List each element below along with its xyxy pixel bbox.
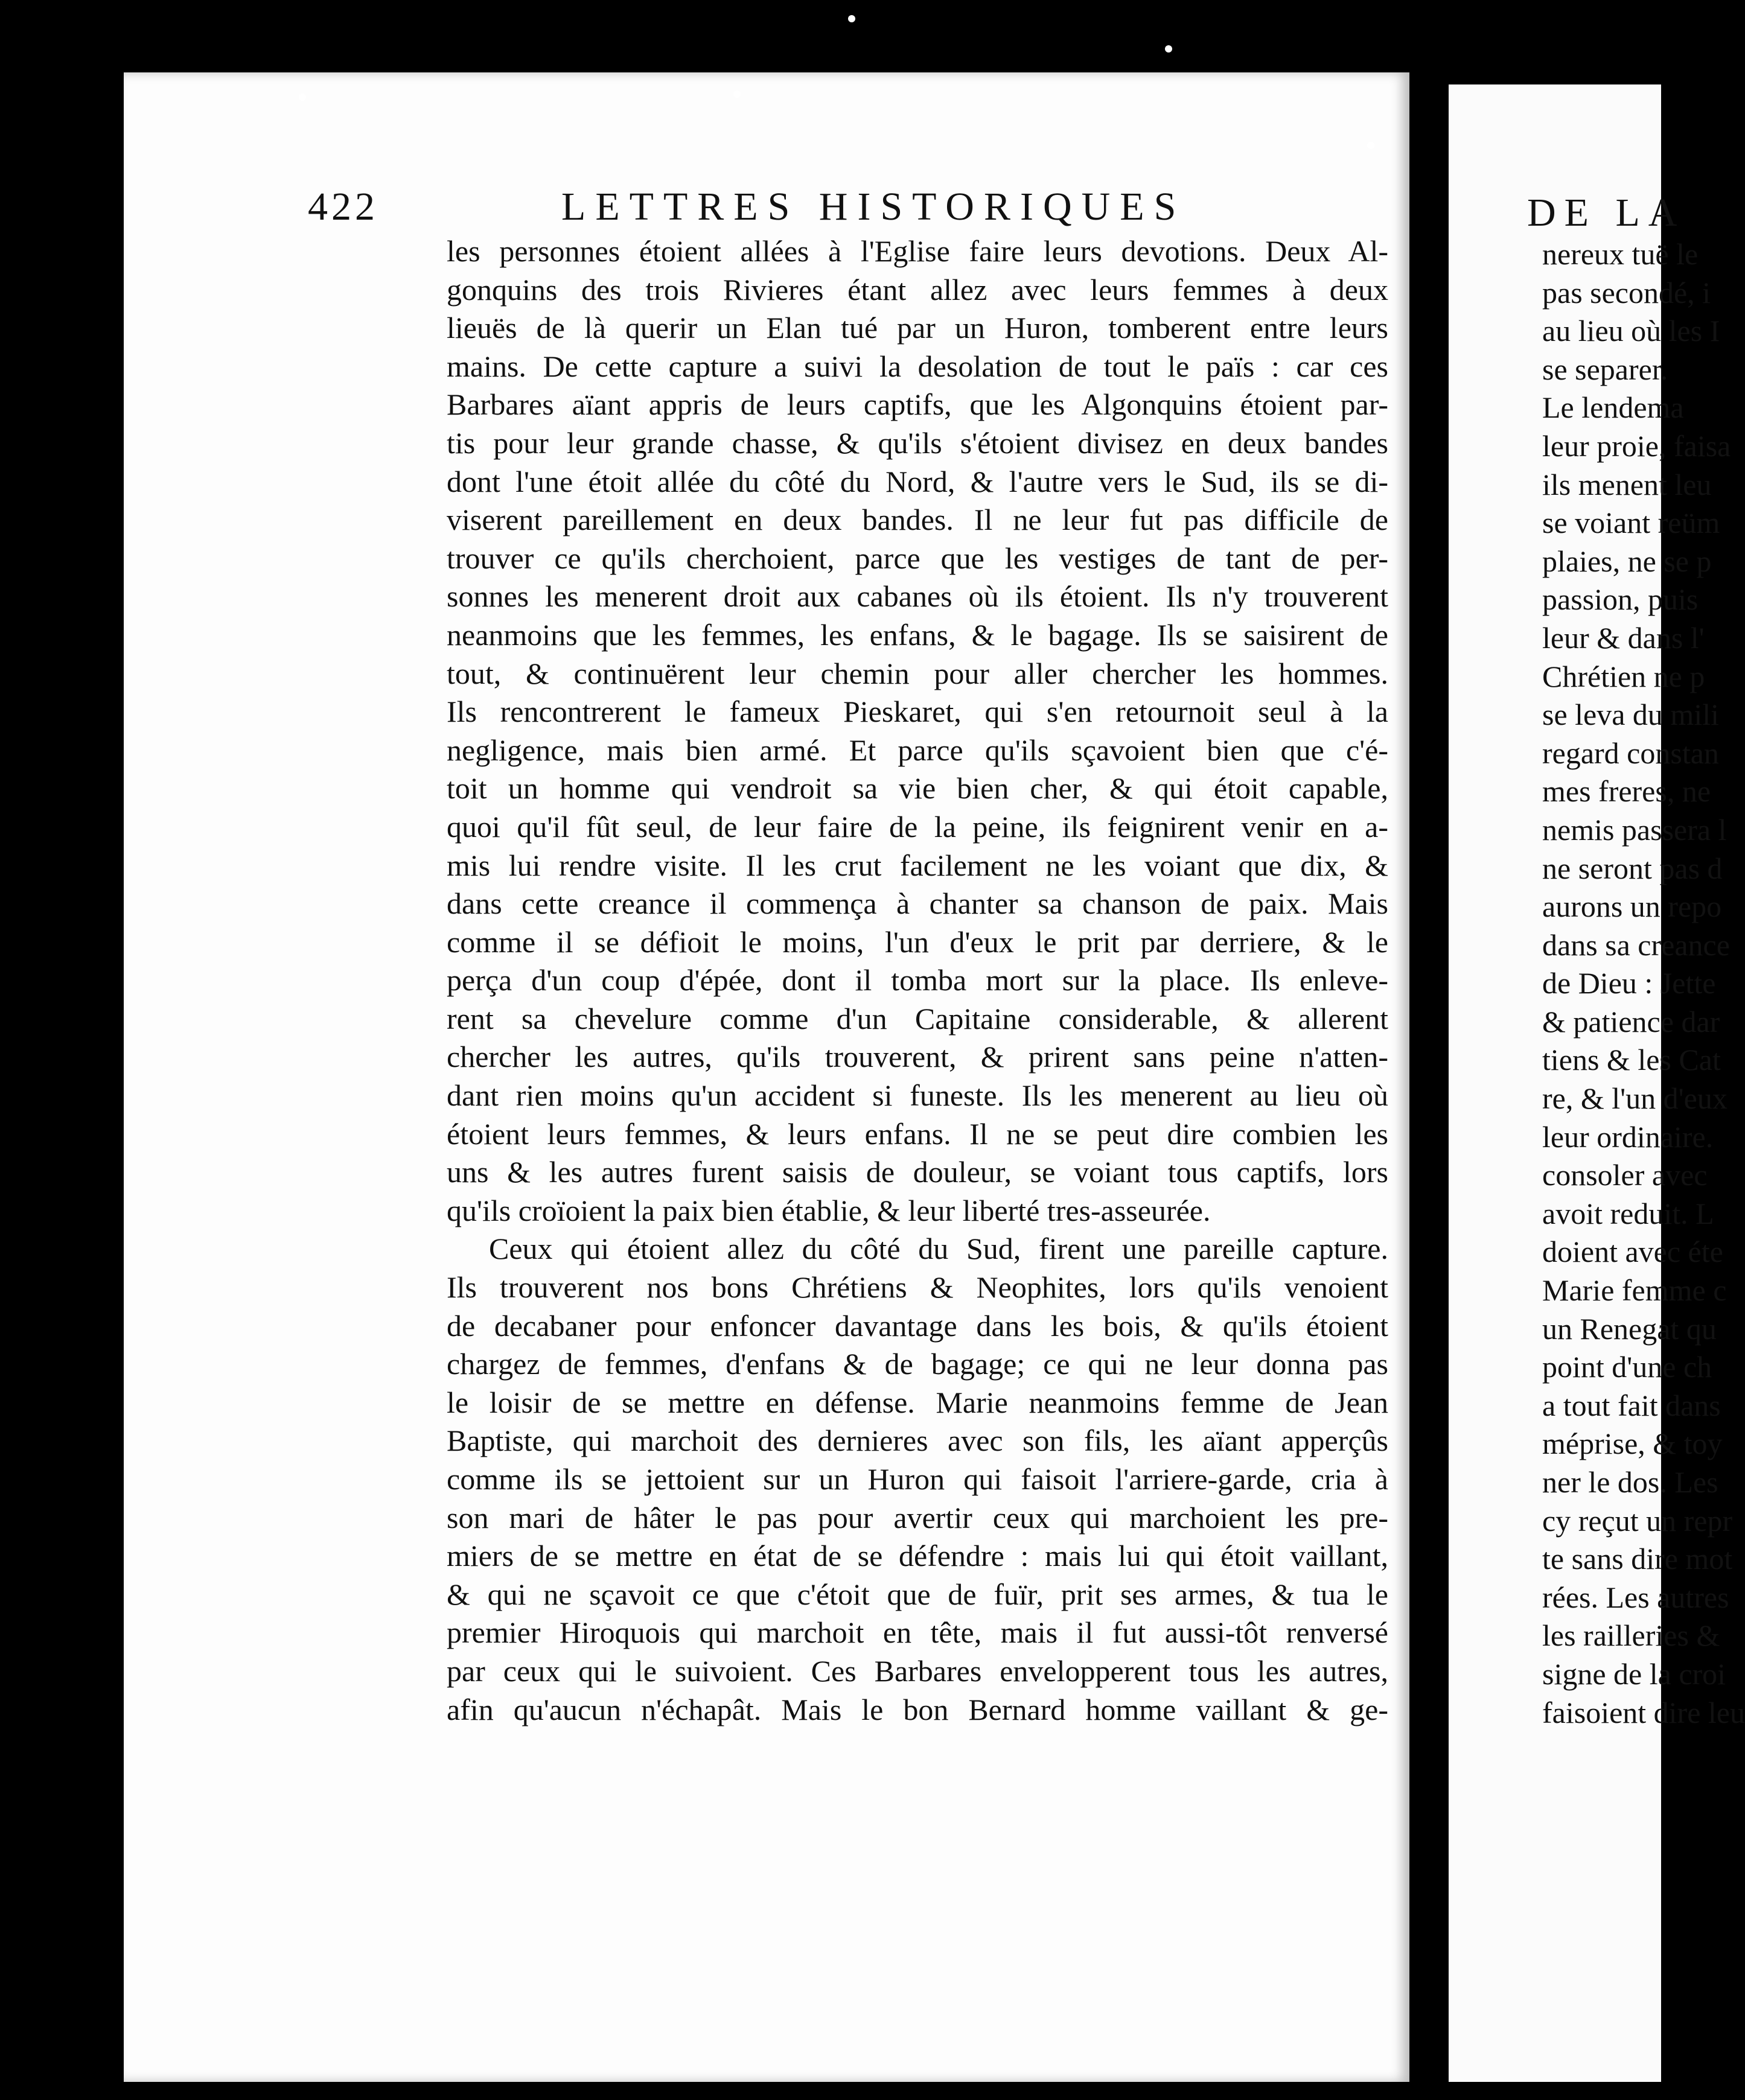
- text-line: Baptiste, qui marchoit des dernieres avec son fils, les aïant apperçûs: [447, 1424, 1388, 1458]
- text-line: Ceux qui étoient allez du côté du Sud, firent une pareille capture.: [489, 1232, 1388, 1266]
- text-line: & patience dar: [1542, 1004, 1720, 1039]
- scan-speck: [1165, 45, 1172, 52]
- text-line: comme il se défioit le moins, l'un d'eux le prit par derriere, & le: [447, 924, 1388, 959]
- text-line: ne seront pas d: [1542, 851, 1723, 885]
- text-line: un Renegat qu: [1542, 1311, 1717, 1346]
- text-line: rées. Les autres: [1542, 1580, 1729, 1614]
- text-line: neanmoins que les femmes, les enfans, & le bagage. Ils se saisirent de: [447, 617, 1388, 652]
- text-line: au lieu où les I: [1542, 314, 1720, 348]
- text-line: tiens & les Cat: [1542, 1043, 1721, 1077]
- text-line: avoit reduit. L: [1542, 1196, 1714, 1230]
- scan-speck: [1367, 142, 1374, 149]
- text-line: trouver ce qu'ils cherchoient, parce que les vestiges de tant de per-: [447, 541, 1388, 575]
- text-line: leur & dans l': [1542, 620, 1705, 655]
- text-line: & qui ne sçavoit ce que c'étoit que de fuïr, prit ses armes, & tua le: [447, 1577, 1388, 1611]
- text-line: cy reçut un repr: [1542, 1503, 1733, 1538]
- text-line: te sans dire mot: [1542, 1542, 1733, 1576]
- text-line: consoler avec: [1542, 1158, 1708, 1192]
- text-line: Marie femme c: [1542, 1273, 1727, 1308]
- text-line: se voiant reüm: [1542, 506, 1720, 540]
- text-line: pas secondé, i: [1542, 275, 1711, 310]
- text-line: les personnes étoient allées à l'Eglise faire leurs devotions. Deux Al-: [447, 234, 1388, 268]
- text-line: doient avec éte: [1542, 1235, 1723, 1269]
- text-line: comme ils se jettoient sur un Huron qui faisoit l'arriere-garde, cria à: [447, 1462, 1388, 1496]
- scan-speck: [733, 91, 741, 98]
- text-line: tis pour leur grande chasse, & qu'ils s'étoient divisez en deux bandes: [447, 425, 1388, 460]
- text-line: qu'ils croïoient la paix bien établie, & leur liberté tres-asseurée.: [447, 1193, 1211, 1227]
- text-line: Ils rencontrerent le fameux Pieskaret, qui s'en retournoit seul à la: [447, 695, 1388, 729]
- text-line: viserent pareillement en deux bandes. Il ne leur fut pas difficile de: [447, 503, 1388, 537]
- text-line: re, & l'un d'eux: [1542, 1081, 1727, 1116]
- text-line: passion, puis: [1542, 582, 1699, 617]
- left-body-text: [447, 232, 1388, 1729]
- text-line: se leva du mili: [1542, 698, 1719, 732]
- text-line: sonnes les menerent droit aux cabanes où ils étoient. Ils n'y trouverent: [447, 579, 1388, 614]
- text-line: Chrétien ne p: [1542, 659, 1705, 693]
- text-line: étoient leurs femmes, & leurs enfans. Il ne se peut dire combien les: [447, 1116, 1388, 1151]
- text-line: quoi qu'il fût seul, de leur faire de la peine, ils feignirent venir en a-: [447, 809, 1388, 844]
- text-line: perça d'un coup d'épée, dont il tomba mort sur la place. Ils enleve-: [447, 963, 1388, 998]
- text-line: regard constan: [1542, 736, 1719, 770]
- text-line: se separer.: [1542, 352, 1668, 386]
- running-head-title: LETTRES HISTORIQUES: [561, 185, 1186, 229]
- text-line: leur proie, faisa: [1542, 428, 1731, 463]
- text-line: chercher les autres, qu'ils trouverent, & prirent sans peine n'atten-: [447, 1040, 1388, 1074]
- text-line: gonquins des trois Rivieres étant allez avec leurs femmes à deux: [447, 272, 1388, 307]
- text-line: point d'une ch: [1542, 1350, 1712, 1384]
- text-line: leur ordinaire.: [1542, 1119, 1714, 1154]
- text-line: dans cette creance il commença à chanter sa chanson de paix. Mais: [447, 886, 1388, 921]
- text-line: Ils trouverent nos bons Chrétiens & Neophites, lors qu'ils venoient: [447, 1270, 1388, 1305]
- text-line: chargez de femmes, d'enfans & de bagage; ce qui ne leur donna pas: [447, 1347, 1388, 1381]
- text-line: toit un homme qui vendroit sa vie bien cher, & qui étoit capable,: [447, 771, 1388, 806]
- text-line: nereux tuë le: [1542, 237, 1699, 271]
- text-line: negligence, mais bien armé. Et parce qu'ils sçavoient bien que c'é-: [447, 733, 1388, 767]
- text-line: ils menent leu: [1542, 467, 1712, 501]
- text-line: le loisir de se mettre en défense. Marie neanmoins femme de Jean: [447, 1385, 1388, 1419]
- text-line: méprise, & toy: [1542, 1427, 1723, 1461]
- text-line: afin qu'aucun n'échapât. Mais le bon Bernard homme vaillant & ge-: [447, 1692, 1388, 1726]
- text-line: plaies, ne se p: [1542, 544, 1712, 578]
- text-line: signe de la croi: [1542, 1656, 1726, 1691]
- text-line: mes freres, ne: [1542, 774, 1711, 809]
- right-body-text: [1542, 235, 1745, 1732]
- text-line: faisoient dire leu: [1542, 1695, 1745, 1729]
- text-line: mis lui rendre visite. Il les crut facilement ne les voiant que dix, &: [447, 848, 1388, 882]
- text-line: nemis passera l: [1542, 812, 1727, 847]
- text-line: uns & les autres furent saisis de douleur, se voiant tous captifs, lors: [447, 1155, 1388, 1189]
- text-line: lieuës de là querir un Elan tué par un Huron, tomberent entre leurs: [447, 311, 1388, 345]
- right-page: [1449, 84, 1745, 2082]
- text-line: dont l'une étoit allée du côté du Nord, & l'autre vers le Sud, ils se di-: [447, 464, 1388, 498]
- text-line: Le lendema: [1542, 390, 1684, 425]
- text-line: aurons un repo: [1542, 889, 1722, 924]
- text-line: Barbares aïant appris de leurs captifs, que les Algonquins étoient par-: [447, 387, 1388, 422]
- text-line: les railleries &: [1542, 1618, 1720, 1653]
- text-line: de Dieu : Jette: [1542, 966, 1716, 1001]
- text-line: son mari de hâter le pas pour avertir ceux qui marchoient les pre-: [447, 1500, 1388, 1535]
- text-line: dant rien moins qu'un accident si funeste. Ils les menerent au lieu où: [447, 1078, 1388, 1113]
- text-line: ner le dos. Les: [1542, 1465, 1718, 1499]
- running-head-right: DE LA: [1527, 191, 1686, 235]
- text-line: par ceux qui le suivoient. Ces Barbares envelopperent tous les autres,: [447, 1653, 1388, 1688]
- text-line: miers de se mettre en état de se défendre : mais lui qui étoit vaillant,: [447, 1539, 1388, 1573]
- text-line: a tout fait dans: [1542, 1388, 1721, 1422]
- text-line: premier Hiroquois qui marchoit en tête, mais il fut aussi-tôt renversé: [447, 1615, 1388, 1650]
- scan-speck: [848, 15, 855, 22]
- page-number: 422: [308, 185, 378, 229]
- text-line: tout, & continuërent leur chemin pour aller chercher les hommes.: [447, 656, 1388, 690]
- scan-speck: [299, 94, 306, 101]
- text-line: mains. De cette capture a suivi la desolation de tout le païs : car ces: [447, 349, 1388, 383]
- text-line: dans sa creance: [1542, 928, 1730, 962]
- text-line: de decabaner pour enfoncer davantage dans les bois, & qu'ils étoient: [447, 1308, 1388, 1343]
- text-line: rent sa chevelure comme d'un Capitaine considerable, & allerent: [447, 1001, 1388, 1036]
